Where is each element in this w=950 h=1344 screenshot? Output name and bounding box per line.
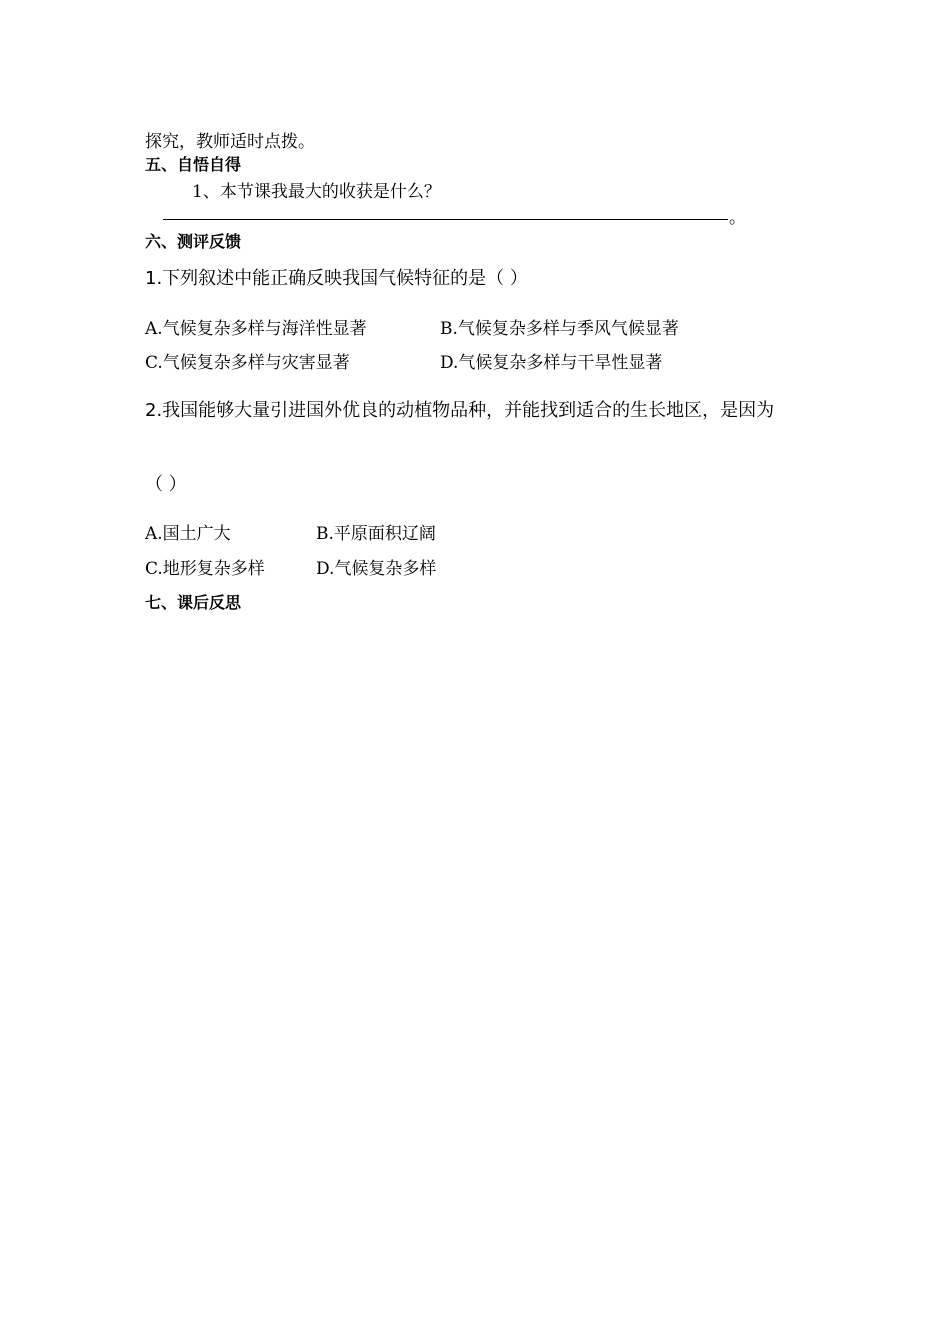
- section6-heading: 六、测评反馈: [145, 232, 242, 251]
- intro-text: 探究，教师适时点拨。: [145, 132, 315, 152]
- q1-option-c: C.气候复杂多样与灾害显著: [145, 353, 350, 373]
- q1-option-b: B.气候复杂多样与季风气候显著: [440, 319, 679, 339]
- section5-heading: 五、自悟自得: [145, 155, 242, 174]
- q1-option-d: D.气候复杂多样与干旱性显著: [440, 353, 663, 373]
- q2-stem-continuation: （ ）: [145, 474, 187, 495]
- q2-option-c: C.地形复杂多样: [145, 559, 265, 579]
- section5-question1: 1、本节课我最大的收获是什么？: [192, 182, 441, 202]
- answer-blank-line: [163, 219, 728, 220]
- section7-heading: 七、课后反思: [145, 593, 242, 612]
- answer-end-mark: 。: [729, 208, 746, 228]
- q2-option-a: A.国土广大: [145, 524, 231, 544]
- q1-option-a: A.气候复杂多样与海洋性显著: [145, 319, 367, 339]
- q2-option-b: B.平原面积辽阔: [316, 524, 436, 544]
- q2-stem: 2.我国能够大量引进国外优良的动植物品种，并能找到适合的生长地区，是因为: [145, 400, 775, 421]
- q2-option-d: D.气候复杂多样: [316, 559, 437, 579]
- q1-stem: 1.下列叙述中能正确反映我国气候特征的是（ ）: [145, 268, 528, 289]
